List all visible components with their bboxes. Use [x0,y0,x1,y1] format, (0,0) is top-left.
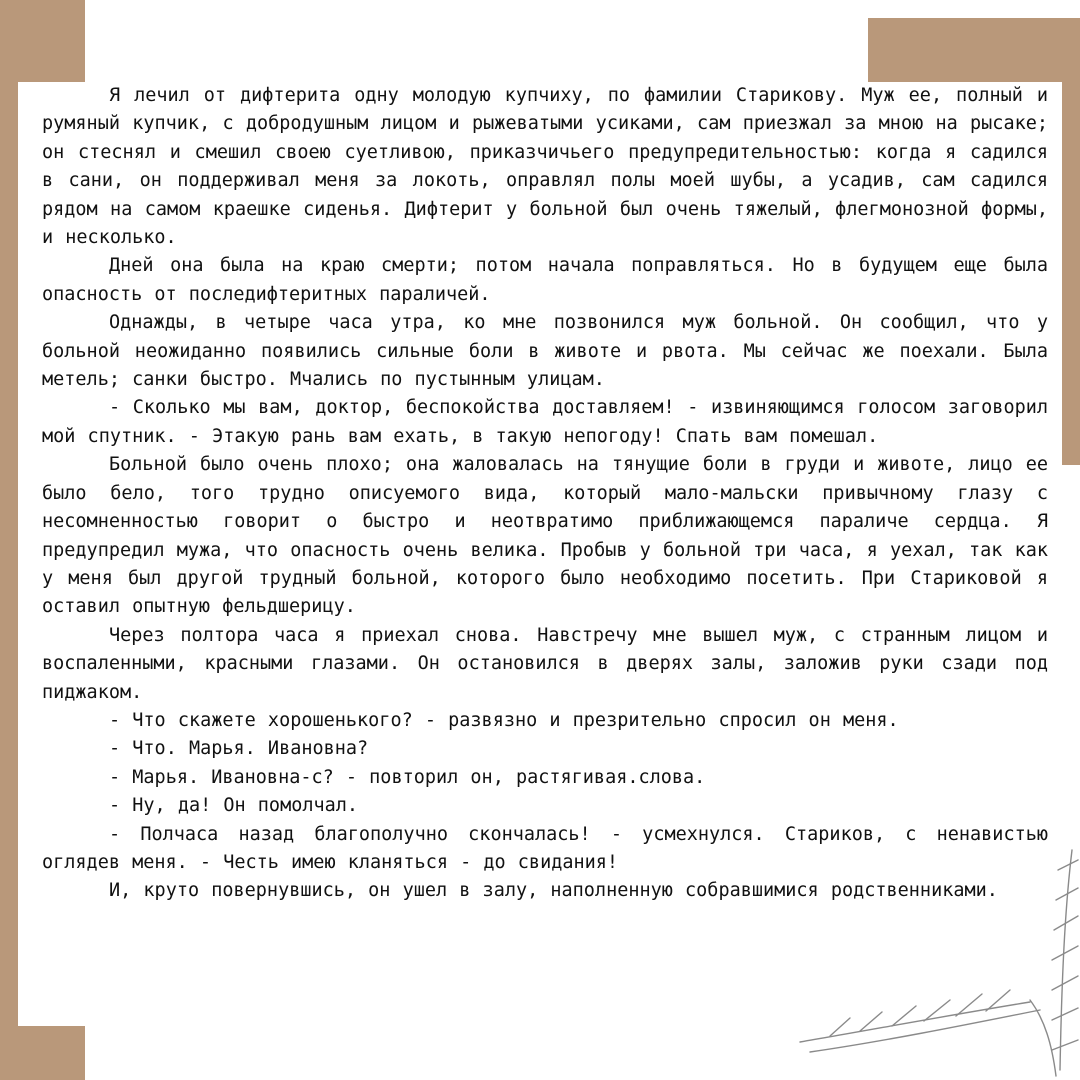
paragraph: - Сколько мы вам, доктор, беспокойства доставляем! - извиняющимся голосом заговорил мой спутник. - Этакую рань вам ехать, в такую непогоду! Спать вам помешал. [42,397,1048,447]
paragraph: И, круто повернувшись, он ушел в залу, наполненную собравшимися родственниками. [109,880,998,902]
paragraph: Больной было очень плохо; она жаловалась на тянущие боли в груди и животе, лицо ее было бело, того трудно описуемого вида, который мало-мальски привычному глазу с несомненностью говорит о быстро и неотвратимо приближающемся параличе сердца. Я предупредил мужа, что опасность очень велика. Пробыв у больной три часа, я уехал, так как у меня был другой трудный больной, которого было необходимо посетить. При Стариковой я оставил опытную фельдшерицу. [42,454,1048,618]
paragraph: Через полтора часа я приехал снова. Навстречу мне вышел муж, с странным лицом и воспаленными, красными глазами. Он остановился в дверях залы, заложив руки сзади под пиджаком. [42,624,1048,703]
document-text [42,82,1048,906]
paragraph: - Ну, да! Он помолчал. [109,795,359,817]
paragraph: - Что скажете хорошенького? - развязно и презрительно спросил он меня. [109,709,899,731]
paragraph: Я лечил от дифтерита одну молодую купчиху, по фамилии Старикову. Муж ее, полный и румяный купчик, с добродушным лицом и рыжеватыми усиками, сам приезжал за мною на рысаке; он стеснял и смешил своею суетливою, приказчичьего предупредительностью: когда я садился в сани, он поддерживал меня за локоть, оправлял полы моей шубы, а усадив, сам садился рядом на самом краешке сиденья. Дифтерит у больной был очень тяжелый, флегмонозной формы, и несколько. [42,85,1048,249]
palm-leaf-sketch-icon [790,830,1080,1080]
paragraph: - Полчаса назад благополучно скончалась! - усмехнулся. Стариков, с ненавистью оглядев меня. - Честь имею кланяться - до свидания! [42,823,1048,873]
paragraph: - Что. Марья. Ивановна? [109,738,369,760]
paragraph: Однажды, в четыре часа утра, ко мне позвонился муж больной. Он сообщил, что у больной неожиданно появились сильные боли в животе и рвота. Мы сейчас же поехали. Была метель; санки быстро. Мчались по пустынным улицам. [42,312,1048,391]
paragraph: Дней она была на краю смерти; потом начала поправляться. Но в будущем еще была опасность от последифтеритных параличей. [42,255,1048,305]
paragraph: - Марья. Ивановна-с? - повторил он, растягивая.слова. [109,766,706,788]
